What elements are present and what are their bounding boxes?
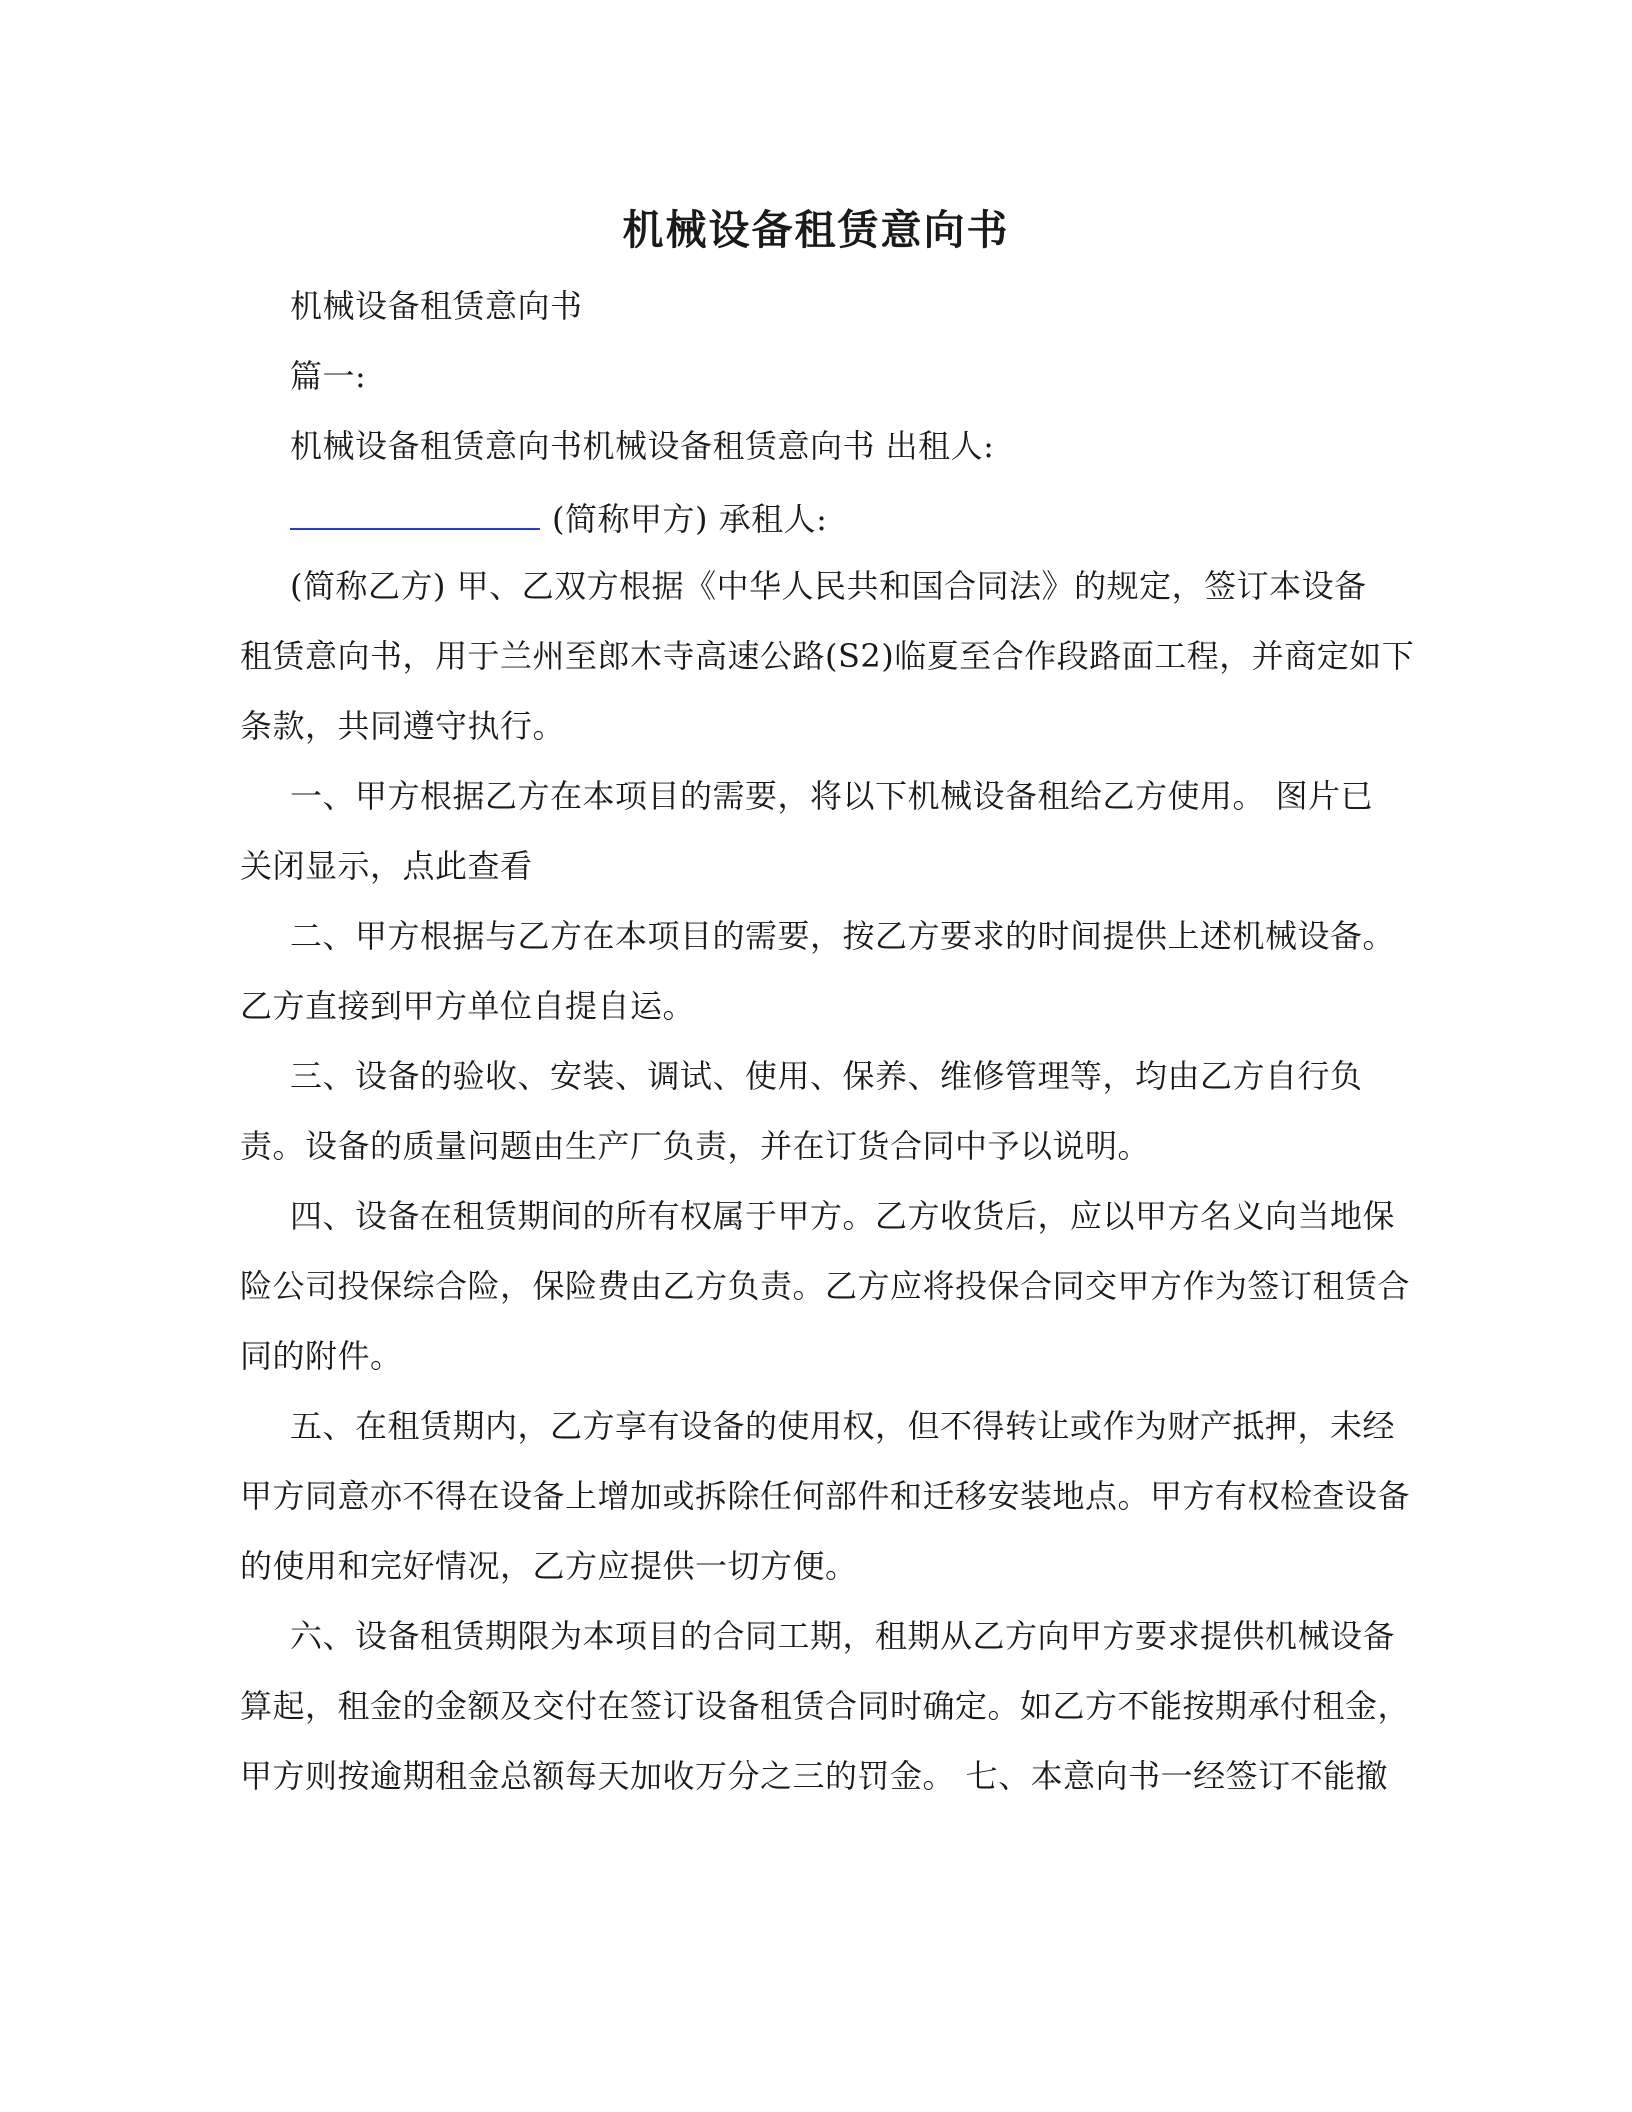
- paragraph-line: 二、甲方根据与乙方在本项目的需要，按乙方要求的时间提供上述机械设备。: [290, 917, 1396, 955]
- paragraph-line: 五、在租赁期内，乙方享有设备的使用权，但不得转让或作为财产抵押，未经: [290, 1407, 1396, 1445]
- part-label: 篇一:: [290, 357, 367, 395]
- paragraph-line: 算起，租金的金额及交付在签订设备租赁合同时确定。如乙方不能按期承付租金，: [240, 1687, 1411, 1725]
- paragraph-line: 的使用和完好情况，乙方应提供一切方便。: [240, 1547, 858, 1585]
- paragraph-line: 四、设备在租赁期间的所有权属于甲方。乙方收货后，应以甲方名义向当地保: [290, 1197, 1396, 1235]
- paragraph-line: 条款，共同遵守执行。: [240, 707, 566, 745]
- party-a-suffix: (简称甲方) 承租人:: [552, 500, 828, 538]
- document-title: 机械设备租赁意向书: [622, 206, 1010, 254]
- paragraph-line: 险公司投保综合险，保险费由乙方负责。乙方应将投保合同交甲方作为签订租赁合: [240, 1267, 1411, 1305]
- paragraph-line: 三、设备的验收、安装、调试、使用、保养、维修管理等，均由乙方自行负: [290, 1057, 1363, 1095]
- paragraph-line: 甲方同意亦不得在设备上增加或拆除任何部件和迁移安装地点。甲方有权检查设备: [240, 1477, 1411, 1515]
- party-a-line: [290, 494, 827, 541]
- subtitle-line: 机械设备租赁意向书: [290, 287, 583, 325]
- paragraph-line: 责。设备的质量问题由生产厂负责，并在订货合同中予以说明。: [240, 1127, 1151, 1165]
- paragraph-line: 同的附件。: [240, 1337, 403, 1375]
- paragraph-line: 关闭显示，点此查看: [240, 847, 533, 885]
- paragraph-line: 租赁意向书，用于兰州至郎木寺高速公路(S2)临夏至合作段路面工程，并商定如下: [240, 637, 1415, 675]
- paragraph-line: 乙方直接到甲方单位自提自运。: [240, 987, 696, 1025]
- intro-line: 机械设备租赁意向书机械设备租赁意向书 出租人:: [290, 427, 995, 465]
- signature-blank: [290, 494, 540, 530]
- paragraph-line: 一、甲方根据乙方在本项目的需要，将以下机械设备租给乙方使用。 图片已: [290, 777, 1374, 815]
- paragraph-line: 甲方则按逾期租金总额每天加收万分之三的罚金。 七、本意向书一经签订不能撤: [240, 1757, 1389, 1795]
- paragraph-line: (简称乙方) 甲、乙双方根据《中华人民共和国合同法》的规定，签订本设备: [290, 567, 1367, 605]
- paragraph-line: 六、设备租赁期限为本项目的合同工期，租期从乙方向甲方要求提供机械设备: [290, 1617, 1396, 1655]
